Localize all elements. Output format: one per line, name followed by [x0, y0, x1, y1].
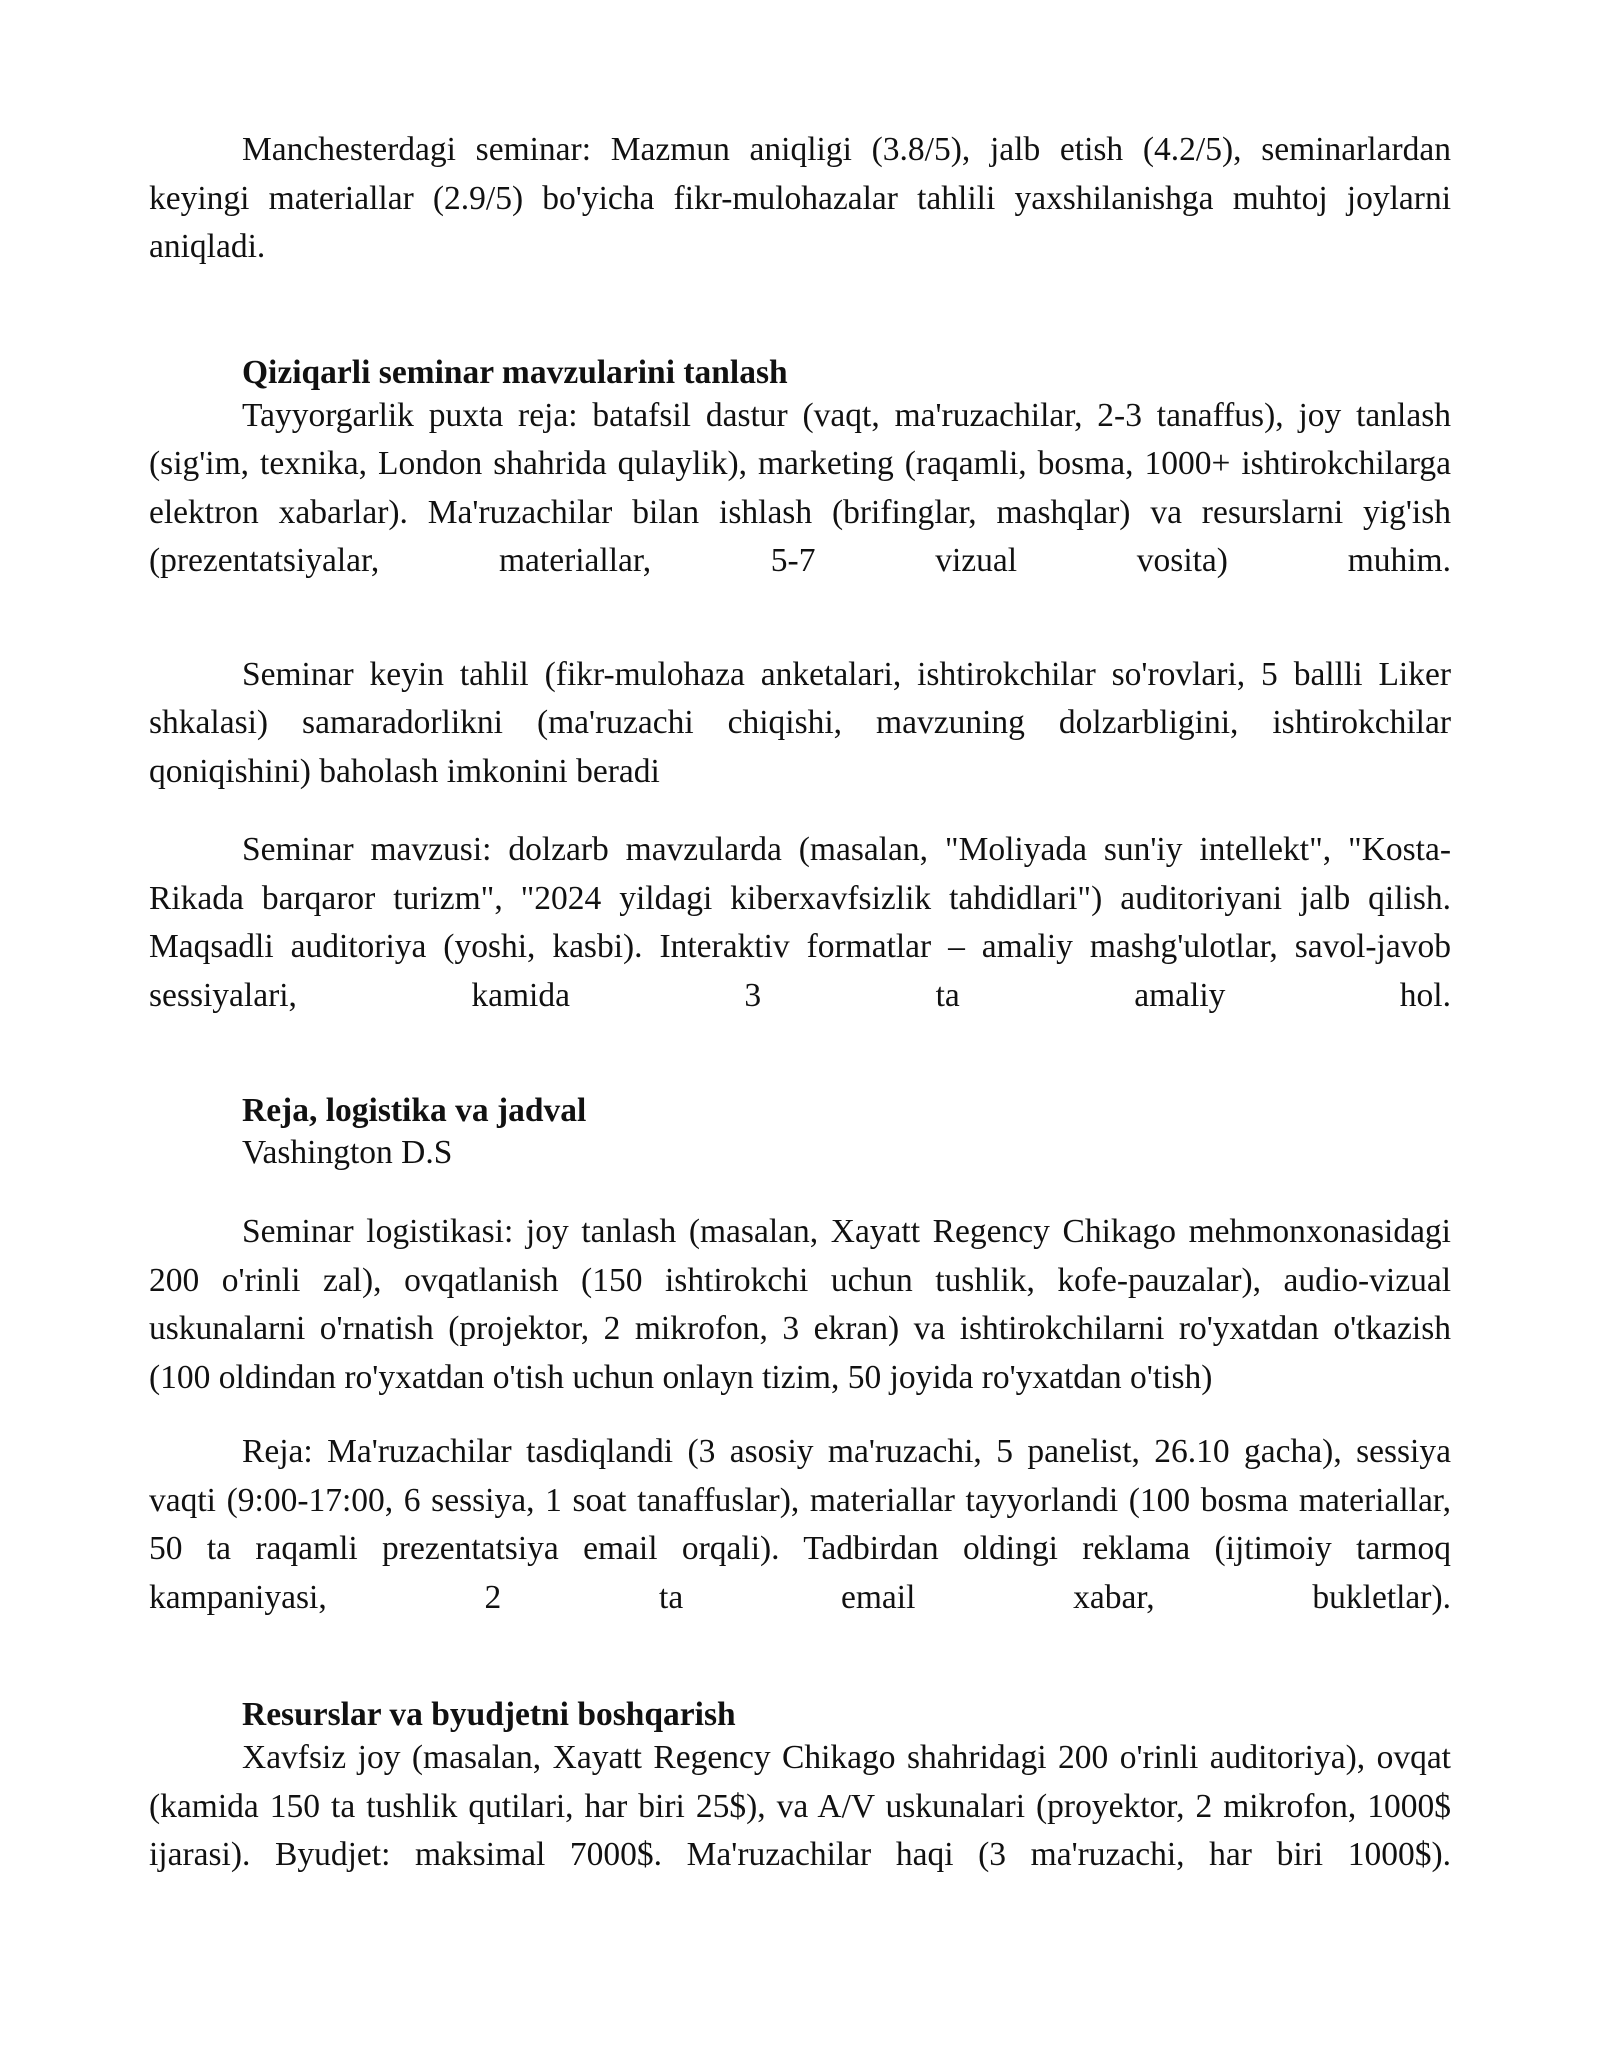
paragraph-seminar-logistics: Seminar logistikasi: joy tanlash (masalan, Xayatt Regency Chikago mehmonxonasidagi 200 o'rinli zal), ovqatlanish (150 ishtirokchi uchun tushlik, kofe-pauzalar), audio-vizual uskunalarni o'rnatish (projektor, 2 mikrofon, 3 ekran) va ishtirokchilarni ro'yxatdan o'tkazish (100 oldindan ro'yxatdan o'tish uchun onlayn tizim, 50 joyida ro'yxatdan o'tish): [149, 1213, 1451, 1396]
document-page: [149, 126, 1451, 1880]
paragraph-preparation-plan: Tayyorgarlik puxta reja: batafsil dastur (vaqt, ma'ruzachilar, 2-3 tanaffus), joy tanlash (sig'im, texnika, London shahrida qulaylik), marketing (raqamli, bosma, 1000+ ishtirokchilarga elektron xabarlar). Ma'ruzachilar bilan ishlash (brifinglar, mashqlar) va resurslarni yig'ish (prezentatsiyalar, materiallar, 5-7 vizual vosita) muhim.: [149, 396, 1451, 579]
paragraph-post-seminar-analysis: Seminar keyin tahlil (fikr-mulohaza anketalari, ishtirokchilar so'rovlari, 5 ballli Liker shkalasi) samaradorlikni (ma'ruzachi chiqishi, mavzuning dolzarbligini, ishtirokchilar qoniqishini) baholash imkonini beradi: [149, 655, 1451, 790]
section-heading-resources-budget: Resurslar va byudjetni boshqarish: [242, 1696, 736, 1733]
section-heading-topic-selection: Qiziqarli seminar mavzularini tanlash: [242, 353, 788, 391]
paragraph-seminar-topic: Seminar mavzusi: dolzarb mavzularda (masalan, "Moliyada sun'iy intellekt", "Kosta-Rikada barqaror turizm", "2024 yildagi kiberxavfsizlik tahdidlari") auditoriyani jalb qilish. Maqsadli auditoriya (yoshi, kasbi). Interaktiv formatlar – amaliy mashg'ulotlar, savol-javob sessiyalari, kamida 3 ta amaliy hol.: [149, 831, 1451, 1014]
paragraph-manchester-feedback: Manchesterdagi seminar: Mazmun aniqligi (3.8/5), jalb etish (4.2/5), seminarlardan keyingi materiallar (2.9/5) bo'yicha fikr-mulohazalar tahlili yaxshilanishga muhtoj joylarni aniqladi.: [149, 131, 1451, 265]
paragraph-venue-budget: Xavfsiz joy (masalan, Xayatt Regency Chikago shahridagi 200 o'rinli auditoriya), ovqat (kamida 150 ta tushlik qutilari, har biri 25$), va A/V uskunalari (proyektor, 2 mikrofon, 1000$ ijarasi). Byudjet: maksimal 7000$. Ma'ruzachilar haqi (3 ma'ruzachi, har biri 1000$).: [149, 1739, 1451, 1873]
paragraph-plan-details: Reja: Ma'ruzachilar tasdiqlandi (3 asosiy ma'ruzachi, 5 panelist, 26.10 gacha), sessiya vaqti (9:00-17:00, 6 sessiya, 1 soat tanaffuslar), materiallar tayyorlandi (100 bosma materiallar, 50 ta raqamli prezentatsiya email orqali). Tadbirdan oldingi reklama (ijtimoiy tarmoq kampaniyasi, 2 ta email xabar, bukletlar).: [149, 1433, 1451, 1616]
section-heading-plan-logistics: Reja, logistika va jadval: [242, 1092, 587, 1129]
location-line: Vashington D.S: [242, 1134, 453, 1171]
